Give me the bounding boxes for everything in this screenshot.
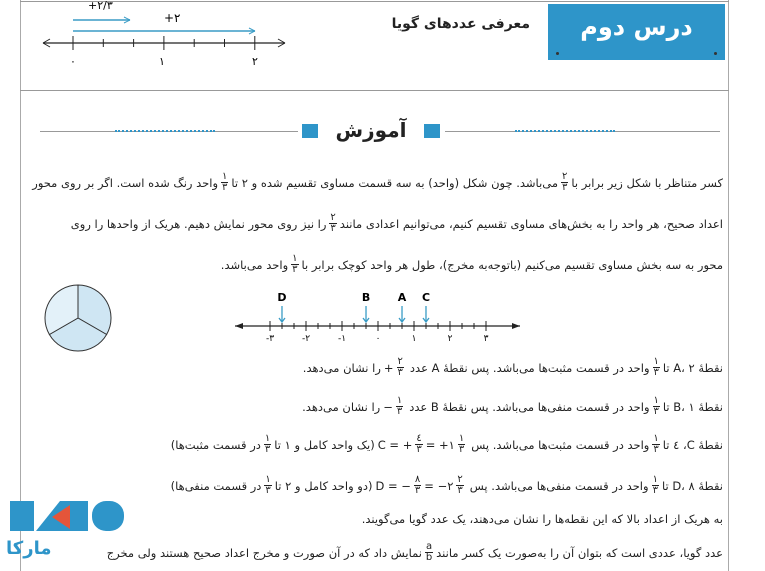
text: در قسمت مثبت‌ها): [170, 437, 261, 452]
math-expression: [383, 396, 406, 417]
text: را نیز روی محور نمایش دهیم. هریک از واحدها را روی: [70, 216, 327, 231]
text: (دو واحد کامل و ۲ تا: [274, 478, 373, 493]
text: در قسمت منفی‌ها): [170, 478, 262, 493]
denominator: ۳: [397, 367, 403, 378]
text: واحد در قسمت مثبت‌ها می‌باشد. پس نقطهٔ A عدد: [409, 360, 650, 375]
denominator: ۳: [458, 444, 465, 455]
text: نقطهٔ A، ۲ تا: [662, 360, 723, 375]
numerator: ۱: [222, 171, 228, 182]
fraction: [396, 396, 403, 417]
lesson-label: درس دوم: [580, 13, 693, 41]
dotted-line: [515, 130, 615, 132]
fraction: [456, 475, 463, 496]
text: عدد گویا، عددی است که بتوان آن را به‌صورت یک کسر مانند: [436, 545, 723, 560]
fraction: [397, 357, 404, 378]
header-number-line: [30, 0, 300, 75]
fraction: [653, 357, 660, 378]
fraction: [264, 434, 271, 455]
denominator: ۳: [652, 485, 658, 496]
fraction: [221, 172, 228, 193]
point-label: B: [361, 291, 371, 304]
denominator: ۳: [292, 264, 298, 275]
section-title: آموزش: [335, 118, 407, 142]
tick-label: ۱: [411, 334, 417, 344]
text-line: [71, 213, 723, 234]
text: C = +: [377, 437, 413, 452]
denominator: ۳: [653, 406, 659, 417]
text: −: [383, 399, 393, 414]
numerator: ۸: [414, 474, 421, 485]
tick-label: -۲: [301, 334, 311, 344]
numerator: ۲: [397, 356, 403, 367]
denominator: ۳: [222, 182, 228, 193]
text: نمایش داد که در آن صورت و مخرج اعداد صحیح هستند ولی مخرج: [106, 545, 422, 560]
point-arrow: [279, 306, 285, 322]
numerator: ۱: [264, 433, 271, 444]
text: واحد در قسمت منفی‌ها می‌باشد. پس نقطهٔ B عدد: [409, 399, 650, 414]
point-arrow: [423, 306, 429, 322]
denominator: ۳: [653, 367, 659, 378]
text-line: [302, 396, 723, 417]
denominator: b: [425, 552, 433, 563]
dot: [714, 52, 717, 55]
fraction: [652, 434, 659, 455]
point-label: A: [397, 291, 407, 304]
numerator: ۱: [653, 433, 659, 444]
numerator: ۱: [396, 395, 403, 406]
numerator: a: [425, 541, 433, 552]
fraction: [329, 213, 336, 234]
denominator: ۳: [416, 444, 422, 455]
denominator: ۳: [653, 444, 659, 455]
fraction: [652, 475, 659, 496]
text: = −۲: [424, 478, 454, 493]
arrow-short-label: +۲/۳: [88, 0, 113, 12]
tick-label: ۲: [447, 334, 453, 344]
numerator: ۱: [652, 474, 658, 485]
denominator: ۳: [414, 485, 421, 496]
text-line: [362, 512, 723, 526]
arrow-long-label: +۲: [164, 11, 181, 25]
fraction: [291, 254, 298, 275]
logo-mark: [8, 497, 126, 533]
fraction: [653, 396, 660, 417]
denominator: ۳: [457, 485, 463, 496]
text: اعداد صحیح، هر واحد را به بخش‌های مساوی تقسیم کنیم، می‌توانیم اعدادی مانند: [339, 216, 723, 231]
text-line: [107, 542, 723, 563]
point-label: C: [421, 291, 431, 304]
math-expression: [384, 357, 407, 378]
text: (یک واحد کامل و ۱ تا: [274, 437, 375, 452]
math-expression: [378, 434, 468, 455]
text-line: [32, 172, 723, 193]
divider: [20, 90, 729, 91]
text: واحد در قسمت منفی‌ها می‌باشد. پس: [469, 478, 649, 493]
numerator: ۲: [457, 474, 463, 485]
text-line: [303, 357, 723, 378]
lesson-title: معرفی عددهای گویا: [391, 16, 530, 32]
numerator: ۱: [265, 474, 271, 485]
text: به هریک از اعداد بالا که این نقطه‌ها را نشان می‌دهند، یک عدد گویا می‌گویند.: [361, 512, 723, 526]
numerator: ۱: [653, 356, 659, 367]
text: نقطهٔ B، ۱ تا: [662, 399, 723, 414]
tick-label: -۳: [265, 334, 275, 344]
denominator: ۳: [330, 223, 336, 234]
point-arrow: [399, 306, 405, 322]
tick-label: ۲: [252, 55, 258, 68]
numerator: ٤: [416, 433, 422, 444]
text: +: [383, 360, 394, 375]
pie-figure: [40, 280, 120, 360]
denominator: ۳: [396, 406, 403, 417]
tick-label: ۳: [483, 334, 489, 344]
text: واحد رنگ شده است. اگر بر روی محور: [32, 175, 219, 190]
dot: [556, 52, 559, 55]
numerator: ۱: [653, 395, 659, 406]
ribbon-icon: [302, 124, 318, 138]
page-border-left: [20, 0, 21, 571]
tick-label: ۰: [375, 334, 381, 344]
lesson-label-box: [548, 4, 725, 60]
numerator: ۲: [562, 171, 568, 182]
point-arrow: [363, 306, 369, 322]
denominator: ۳: [264, 444, 271, 455]
text: محور به سه بخش مساوی تقسیم می‌کنیم (باتوجه‌به مخرج)، طول هر واحد کوچک برابر با: [301, 257, 723, 272]
numerator: ۱: [458, 433, 465, 444]
denominator: ۳: [562, 182, 568, 193]
numerator: ۲: [330, 212, 336, 223]
fraction: [458, 434, 465, 455]
text: واحد می‌باشد.: [220, 257, 289, 272]
tick-label: ۱: [159, 55, 165, 68]
fraction: [264, 475, 271, 496]
text: نقطهٔ C، ٤ تا: [662, 437, 723, 452]
text-line: [171, 475, 723, 496]
text: D = −: [375, 478, 411, 493]
text-line: [171, 434, 723, 455]
text-line: [221, 254, 723, 275]
text: نقطهٔ D، ۸ تا: [661, 478, 723, 493]
page-border-right: [728, 0, 729, 571]
section-header: [40, 118, 720, 148]
fraction: [415, 434, 422, 455]
tick-label: -۱: [337, 334, 347, 344]
tick-label: ۰: [70, 55, 76, 68]
dotted-line: [115, 130, 215, 132]
numerator: ۱: [292, 253, 298, 264]
ribbon-icon: [424, 124, 440, 138]
fraction: [561, 172, 568, 193]
math-expression: [375, 475, 466, 496]
denominator: ۳: [265, 485, 271, 496]
logo-text: مارکا: [6, 538, 52, 559]
text: را نشان می‌دهد.: [302, 399, 381, 414]
point-label: D: [277, 291, 287, 304]
text: می‌باشد. چون شکل (واحد) به سه قسمت مساوی تقسیم شده و ۲ تا: [231, 175, 559, 190]
text: را نشان می‌دهد.: [302, 360, 381, 375]
text: واحد در قسمت مثبت‌ها می‌باشد. پس: [471, 437, 650, 452]
text: کسر متناظر با شکل زیر برابر با: [571, 175, 723, 190]
text: = +۱: [425, 437, 455, 452]
fraction: [425, 542, 433, 563]
fraction: [414, 475, 421, 496]
number-line: [230, 288, 525, 348]
